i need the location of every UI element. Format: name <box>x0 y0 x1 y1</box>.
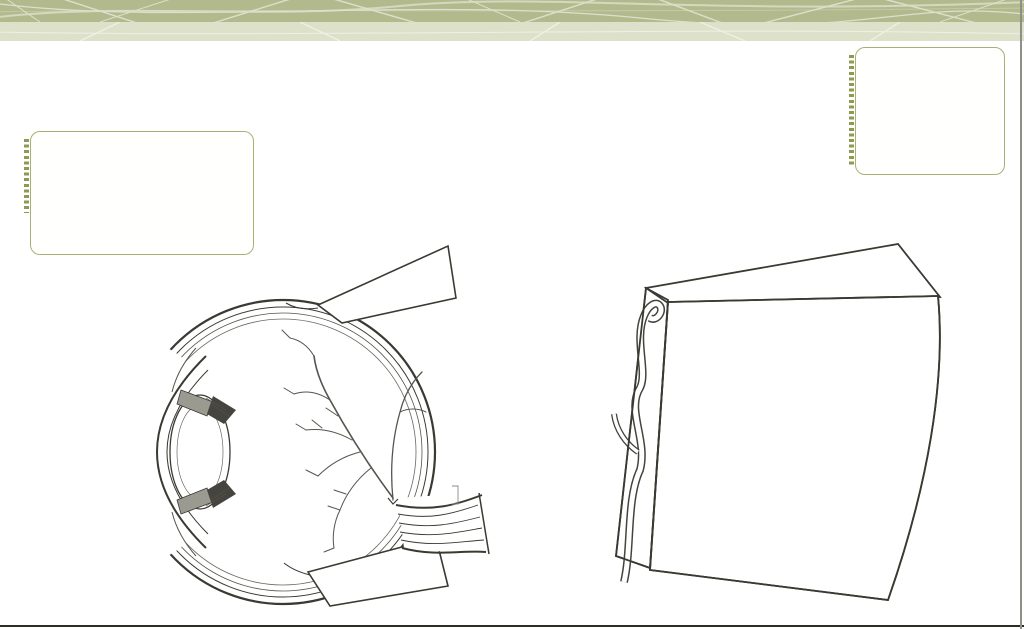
eye-section-art <box>64 246 492 606</box>
retina-layers-art <box>614 244 940 600</box>
page-edge-line <box>1020 0 1022 629</box>
see-also-reference <box>1001 610 1004 625</box>
